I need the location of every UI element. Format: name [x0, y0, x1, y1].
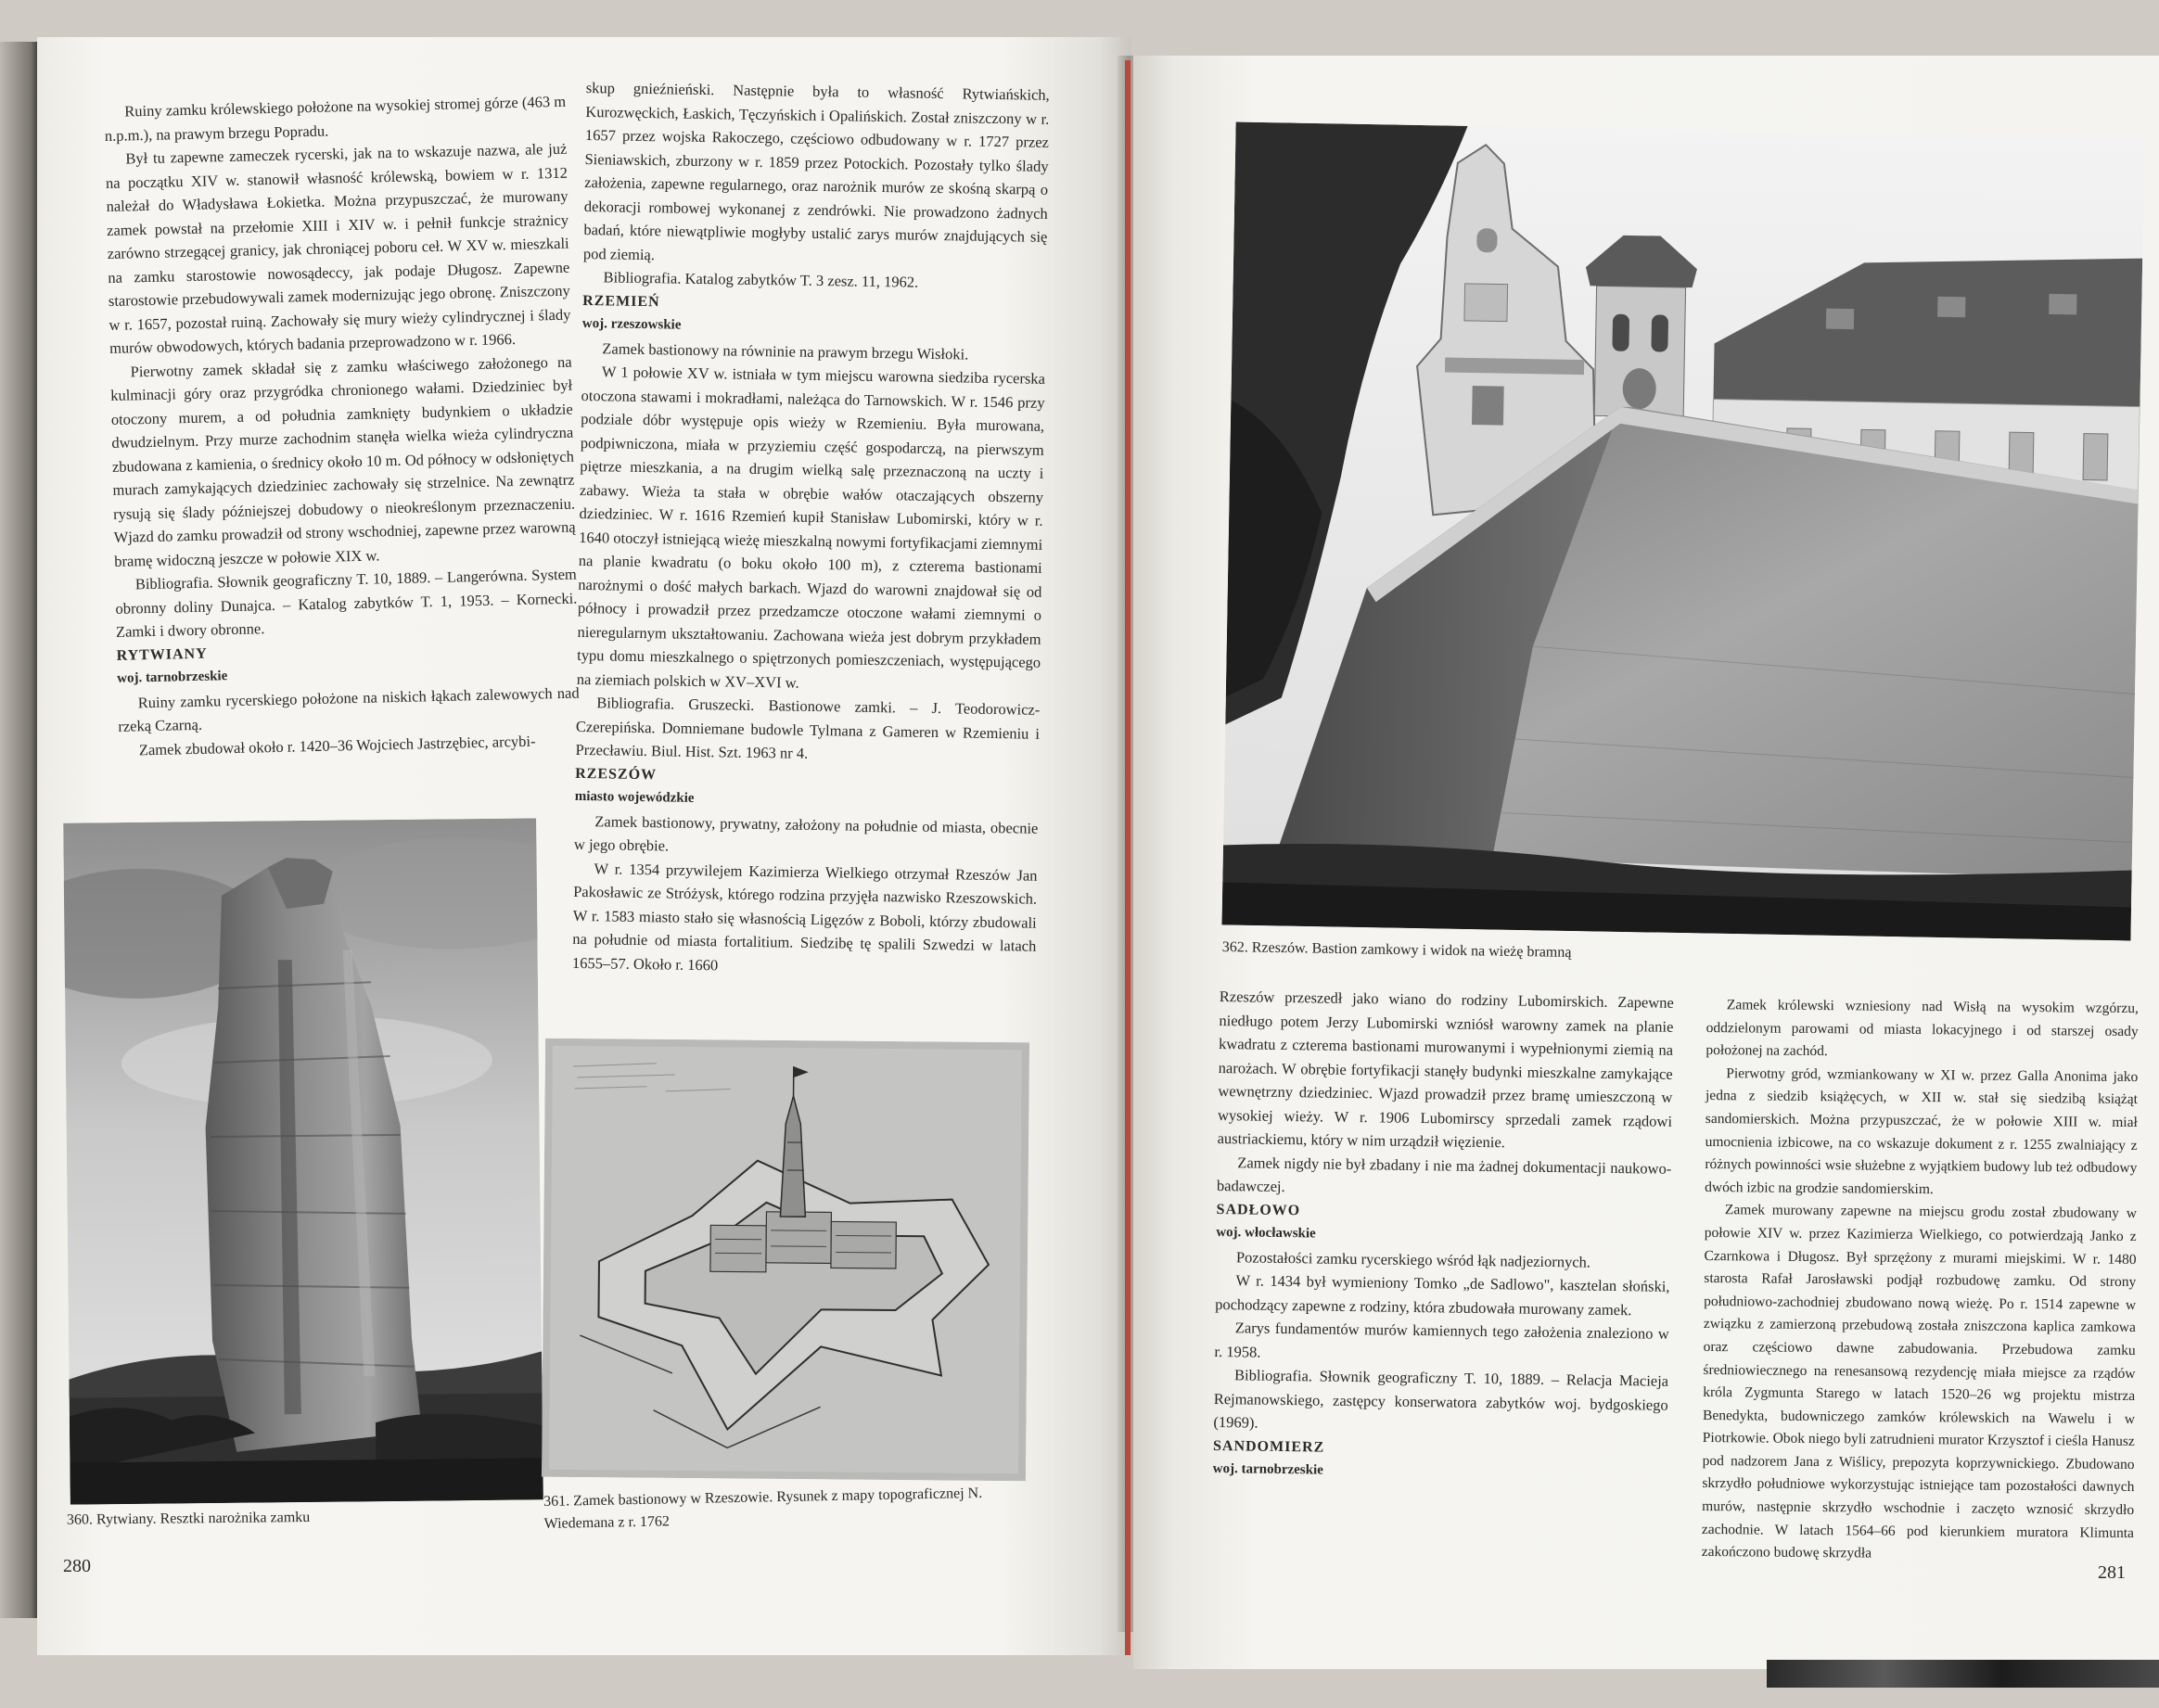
paragraph: Zamek bastionowy na równinie na prawym brzegu Wisłoki. — [602, 338, 969, 363]
section-subheading: woj. tarnobrzeskie — [116, 669, 228, 686]
paragraph: Bibliografia. Katalog zabytków T. 3 zesz. 11, 1962. — [603, 268, 919, 291]
page-number-left: 280 — [63, 1556, 91, 1576]
section-heading: RYTWIANY — [116, 645, 208, 664]
paragraph: Rzeszów przeszedł jako wiano do rodziny Lubomirskich. Zapewne niedługo potem Jerzy Lubomirski wzniósł warowny zamek na planie kwadratu z czterema bastionami murowanymi i wypełnionymi ziemią na narożach. W obrębie fortyfikacji stanęły budynki mieszkalne zamykające wewnętrzny dziedziniec. Wjazd prowadził przez bramę umieszczoną w wysokiej wieży. W r. 1906 Lubomirscy sprzedali zamek rządowi austriackiemu, który w nim urządził więzienie. — [1217, 987, 1674, 1152]
section-heading: SANDOMIERZ — [1212, 1437, 1325, 1456]
paragraph: Bibliografia. Gruszecki. Bastionowe zamki. – J. Teodorowicz-Czerepińska. Domniemane budowle Tylmana z Gameren w Rzemieniu i Przecławiu. Biul. Hist. Szt. 1963 nr 4. — [575, 694, 1041, 762]
caption-362: 362. Rzeszów. Bastion zamkowy i widok na wieżę bramną — [1221, 938, 1572, 961]
paragraph: Zamek zbudował około r. 1420–36 Wojciech Jastrzębiec, arcybi- — [138, 732, 536, 758]
paragraph: W r. 1434 był wymieniony Tomko „de Sadlowo", kasztelan słoński, pochodzący zapewne z rodziny, która zbudowała murowany zamek. — [1215, 1271, 1670, 1319]
page-number-right: 281 — [2098, 1562, 2126, 1583]
scan-shadow-strip — [1767, 1660, 2159, 1688]
right-column-2 — [1702, 994, 2139, 1568]
paragraph: W 1 połowie XV w. istniała w tym miejscu warowna siedziba rycerska otoczona stawami i mokradłami, należąca do Tarnowskich. W r. 1546 przy podziale dóbr występuje opis wieży w Rzemieniu. Była murowana, podpiwniczona, miała w przyziemiu część gospodarczą, na pierwszym piętrze mieszkania, a na drugim wielką salę przeznaczoną na uczty i zabawy. Wieża ta stała w obrębie wałów otaczających obszerny dziedziniec. W r. 1616 Rzemień kupił Stanisław Lubomirski, który w r. 1640 otoczył istniejącą wieżę mieszkalną nowymi fortyfikacjami ziemnymi na planie kwadratu (o boku około 100 m), z czterema bastionami narożnymi o dość małych barkach. Wjazd do warowni znajdował się od północy i prowadził przez przedzamcze otoczone wałami ziemnymi o nieregularnym ukształtowaniu. Zachowana wieża jest dobrym przykładem typu domu mieszkalnego o spiętrzonych pomieszczeniach, występującego na ziemiach polskich w XV–XVI w. — [576, 363, 1046, 692]
left-column-2 — [572, 76, 1050, 982]
section-heading: RZESZÓW — [575, 765, 658, 783]
photo-rzeszow-bastion — [1222, 122, 2145, 941]
spine-binding-edge — [1125, 60, 1131, 1655]
paragraph: W r. 1354 przywilejem Kazimierza Wielkiego otrzymał Rzeszów Jan Pakosławic ze Stróżysk, którego rodzina przyjęła nazwisko Rzeszowskich. W r. 1583 miasto stało się własnością Ligęzów z Boboli, którzy zbudowali na południe od miasta fortalitium. Siedzibę tę spalili Szwedzi w latach 1655–57. Około r. 1660 — [571, 859, 1038, 974]
section-subheading: woj. włocławskie — [1216, 1224, 1316, 1242]
section-heading: RZEMIEŃ — [582, 292, 660, 310]
right-column-1 — [1213, 985, 1674, 1487]
paragraph: Był tu zapewne zameczek rycerski, jak na to wskazuje nazwa, ale już na początku XIV w. stanowił własność królewską, bowiem w r. 1312 należał do Władysława Łokietka. Można przypuszczać, że murowany zamek powstał na przełomie XIII i XIV w. i pełnił funkcje strażnicy zarówno strzegącej granicy, jak chroniącej poboru ceł. W XV w. mieszkali na zamku starostowie nowosądeccy, jak podaje Długosz. Zapewne starostowie przebudowywali zamek modernizując jego obronę. Zniszczony w r. 1657, pozostał ruiną. Zachowały się mury wieży cylindrycznej i ślady murów obwodowych, których badania przeprowadzono w r. 1966. — [105, 139, 571, 357]
caption-361: 361. Zamek bastionowy w Rzeszowie. Rysunek z mapy topograficznej N. Wiedemana z r. 1762 — [543, 1485, 983, 1532]
section-heading: SADŁOWO — [1216, 1201, 1301, 1218]
paragraph: Pierwotny gród, wzmiankowany w XI w. przez Galla Anonima jako jedna z siedzib książęcych, w XII w. stał się siedzibą książąt sandomierskich. Można przypuszczać, że w połowie XIII w. miał umocnienia izbicowe, na co wskazuje dokument z r. 1255 zwalniający z różnych powinności wsie służebne z wyjątkiem budowy lub też odbudowy dwóch izbic na grodzie sandomierskim. — [1705, 1064, 2139, 1197]
section-subheading: woj. rzeszowskie — [581, 315, 682, 333]
paragraph: Bibliografia. Słownik geograficzny T. 10, 1889. – Relacja Macieja Rejmanowskiego, zastępcy konserwatora zabytków woj. bydgoskiego (1969). — [1213, 1366, 1669, 1432]
section-subheading: miasto wojewódzkie — [574, 788, 695, 806]
paragraph: Zamek murowany zapewne na miejscu grodu został zbudowany w połowie XIV w. przez Kazimierza Wielkiego, co potwierdzają Janko z Czarnkowa i Długosz. Był sprzężony z murami miejskimi. W r. 1480 starosta Rafał Jarosławski podjął rozbudowę zamku. Od strony południowo-zachodniej zbudowano nową wieżę. Po r. 1514 zapewne w związku z zamierzoną przebudową została zniszczona kaplica zamkowa oraz częściowo dawne zabudowania. Przebudowa zamku średniowiecznego na renesansową rezydencję miała miejsce za rządów króla Zygmunta Starego w latach 1520–26 wg projektu mistrza Benedykta, budowniczego zamków królewskich na Wawelu i w Piotrkowie. Obok niego byli zatrudnieni murator Krzysztof i cieśla Hanusz pod nadzorem Jana z Wiślicy, prepozyta koprzywnickiego. Zbudowano skrzydło południowe wykorzystując istniejące tam pozostałości dawnych murów, następnie skrzydło wschodnie i zaczęto wznosić skrzydło zachodnie. W latach 1564–66 pod kierunkiem muratora Klimunta zakończono budowę skrzydła — [1701, 1202, 2138, 1561]
left-column-1 — [104, 90, 581, 762]
paragraph: Zamek królewski wzniesiony nad Wisłą na wysokim wzgórzu, oddzielonym parowami od miasta lokacyjnego i od starszej osady położonej na zachód. — [1705, 997, 2139, 1060]
paragraph: Pierwotny zamek składał się z zamku właściwego założonego na kulminacji góry oraz przygródka chronionego wałami. Dziedziniec był otoczony murem, a od południa zamknięty budynkiem o układzie dwudzielnym. Przy murze zachodnim stanęła wielka wieża cylindryczna zbudowana z kamienia, o średnicy około 10 m. Od północy w odsłoniętych murach zamykających dziedziniec zachowały się strzelnice. Na zewnątrz rysują się ślady późniejszej dobudowy o nieokreślonym przeznaczeniu. Wjazd do zamku prowadził od strony wschodniej, zapewne przez warowną bramę widoczną jeszcze w połowie XIX w. — [110, 352, 576, 570]
section-subheading: woj. tarnobrzeskie — [1212, 1460, 1323, 1478]
caption-360: 360. Rytwiany. Resztki narożnika zamku — [66, 1509, 311, 1528]
paragraph: Ruiny zamku rycerskiego położone na niskich łąkach zalewowych nad rzeką Czarną. — [118, 683, 580, 735]
paragraph: Zarys fundamentów murów kamiennych tego założenia znaleziono w r. 1958. — [1214, 1319, 1669, 1361]
paragraph: Zamek bastionowy, prywatny, założony na południe od miasta, obecnie w jego obrębie. — [573, 811, 1039, 855]
paragraph: Pozostałości zamku rycerskiego wśród łąk nadjeziornych. — [1235, 1247, 1591, 1271]
photo-rytwiany-ruin — [63, 818, 543, 1504]
paragraph: skup gnieźnieński. Następnie była to własność Rytwiańskich, Kurozwęckich, Łaskich, Tęczyńskich i Opalińskich. Został zniszczony w r. 1657 przez wojska Rakoczego, częściowo odbudowany w r. 1727 przez Sieniawskich, zburzony w r. 1859 przez Potockich. Pozostały tylko ślady założenia, zapewne regularnego, oraz narożnik murów ze skośną skarpą o dekoracji rombowej wykonanej z zendrówki. Nie prowadzono żadnych badań, które niewątpliwie mogłyby ustalić zarys murów znajdujących się pod ziemią. — [582, 78, 1050, 263]
paragraph: Zamek nigdy nie był zbadany i nie ma żadnej dokumentacji naukowo-badawczej. — [1216, 1153, 1672, 1196]
paragraph: Bibliografia. Słownik geograficzny T. 10, 1889. – Langerówna. System obronny doliny Dunajca. – Katalog zabytków T. 1, 1953. – Kornecki. Zamki i dwory obronne. — [115, 565, 578, 641]
drawing-rzeszow-bastion-map — [542, 1039, 1029, 1482]
paragraph: Ruiny zamku królewskiego położone na wysokiej stromej górze (463 m n.p.m.), na prawym brzegu Popradu. — [104, 92, 567, 145]
